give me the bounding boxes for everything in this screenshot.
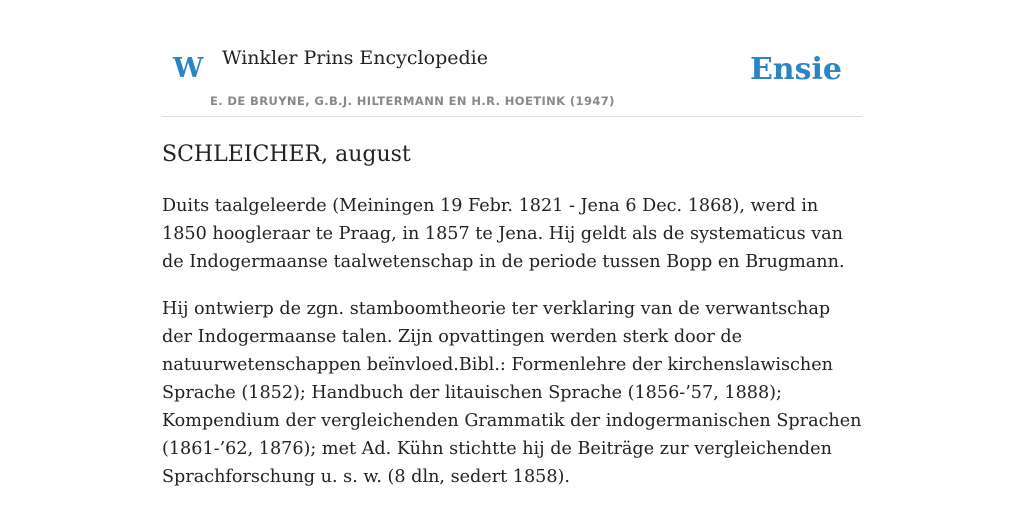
publication-authors: E. DE BRUYNE, G.B.J. HILTERMANN EN H.R. HOETINK (1947) bbox=[210, 94, 615, 108]
entry-body bbox=[162, 192, 862, 510]
page bbox=[162, 0, 862, 487]
entry-paragraph: Hij ontwierp de zgn. stamboomtheorie ter verklaring van de verwantschap der Indogermaanse talen. Zijn opvattingen werden sterk door de natuurwetenschappen beïnvloed.Bibl.: Formenlehre der kirchenslawischen Sprache (1852); Handbuch der litauischen Sprache (1856-’57, 1888); Kompendium der vergleichenden Grammatik der indogermanischen Sprachen (1861-’62, 1876); met Ad. Kühn stichtte hij de Beiträge zur vergleichenden Sprachforschung u. s. w. (8 dln, sedert 1858). bbox=[162, 299, 862, 487]
entry-paragraph: Duits taalgeleerde (Meiningen 19 Febr. 1821 - Jena 6 Dec. 1868), werd in 1850 hoogleraar te Praag, in 1857 te Jena. Hij geldt als de systematicus van de Indogermaanse taalwetenschap in de periode tussen Bopp en Brugmann. bbox=[162, 196, 845, 272]
entry-title: SCHLEICHER, august bbox=[162, 142, 411, 167]
ensie-logo-link[interactable]: Ensie bbox=[749, 52, 842, 87]
publication-title[interactable]: Winkler Prins Encyclopedie bbox=[222, 47, 488, 69]
publication-logo[interactable]: W bbox=[173, 53, 204, 84]
publication-header bbox=[162, 0, 862, 117]
